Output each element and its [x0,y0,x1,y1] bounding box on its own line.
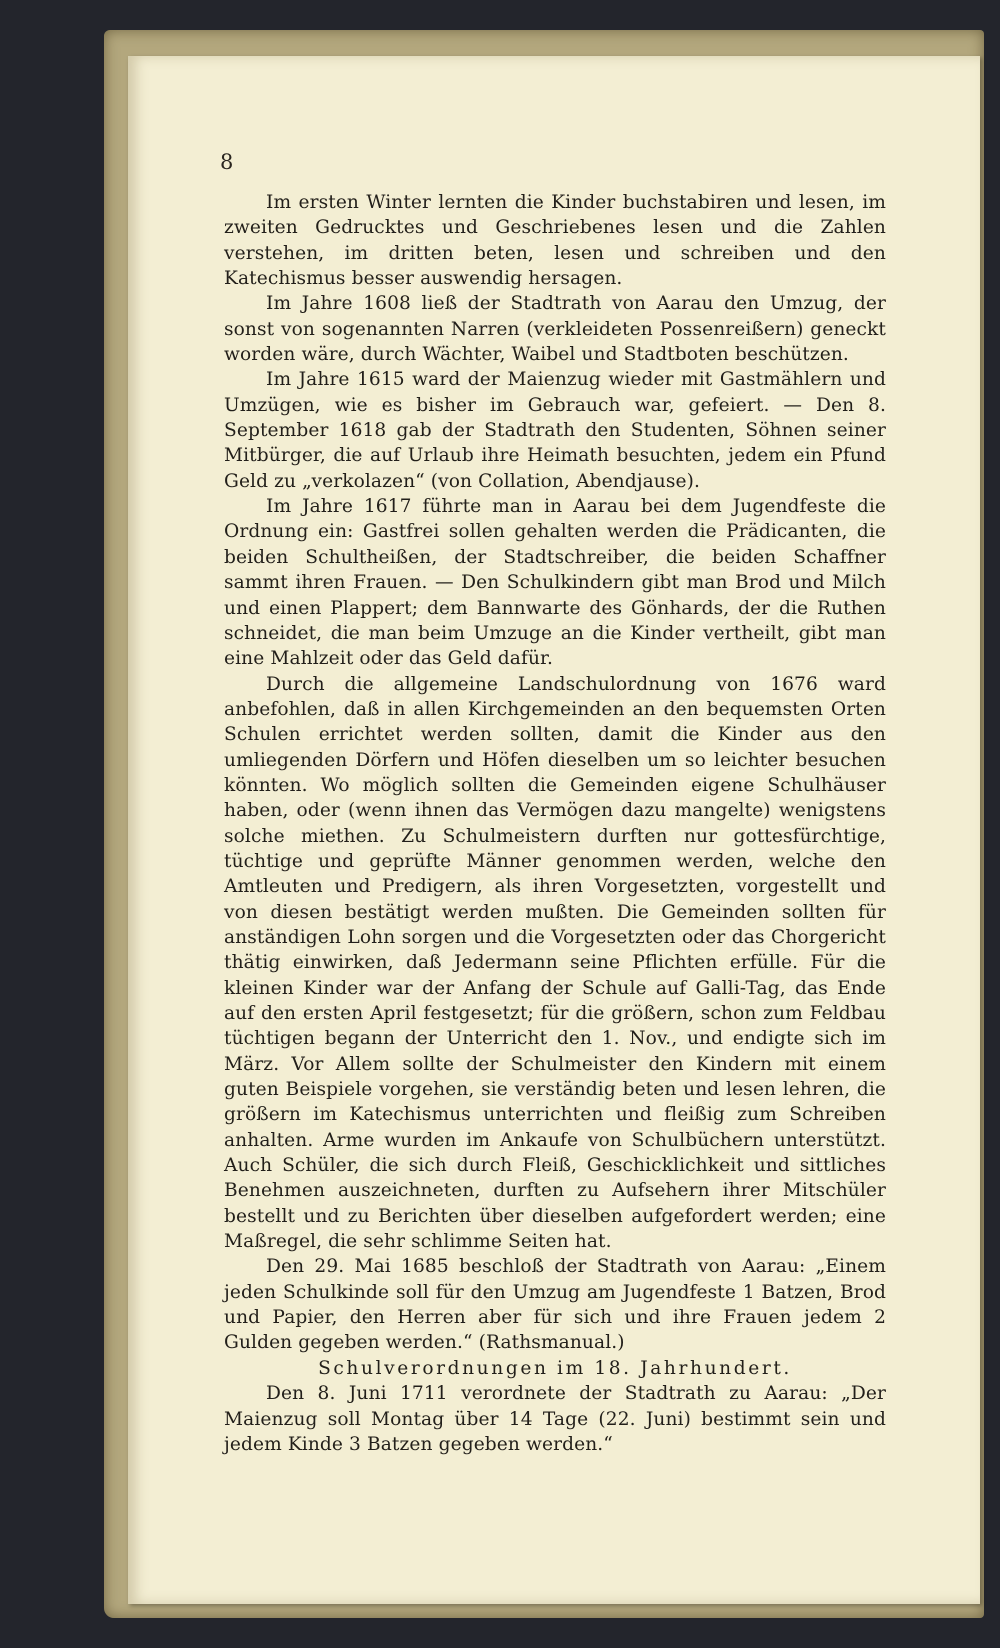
book-page [128,56,980,1604]
paragraph-1: Im ersten Winter lernten die Kinder buchstabiren und lesen, im zweiten Gedrucktes und Geschriebenes lesen und die Zahlen verstehen, im dritten beten, lesen und schreiben und den Katechismus besser auswendig hersagen. [224,192,886,290]
paragraph-4: Im Jahre 1617 führte man in Aarau bei dem Jugendfeste die Ordnung ein: Gastfrei sollen gehalten werden die Prädicanten, die beiden Schultheißen, der Stadtschreiber, die beiden Schaffner sammt ihren Frauen. — Den Schulkindern gibt man Brod und Milch und einen Plappert; dem Bannwarte des Gönhards, der die Ruthen schneidet, die man beim Umzuge an die Kinder vertheilt, gibt man eine Mahlzeit oder das Geld dafür. [224,496,886,670]
paragraph-7: Den 8. Juni 1711 verordnete der Stadtrath zu Aarau: „Der Maienzug soll Montag über 14 Tage (22. Juni) bestimmt sein und jedem Kinde 3 Batzen gegeben werden.“ [224,1383,886,1455]
paragraph-5: Durch die allgemeine Landschulordnung von 1676 ward anbefohlen, daß in allen Kirchgemeinden an den bequemsten Orten Schulen errichtet werden sollten, damit die Kinder aus den umliegenden Dörfern und Höfen dieselben um so leichter besuchen könnten. Wo möglich sollten die Gemeinden eigene Schulhäuser haben, oder (wenn ihnen das Vermögen dazu mangelte) wenigstens solche miethen. Zu Schulmeistern durften nur gottesfürchtige, tüchtige und geprüfte Männer genommen werden, welche den Amtleuten und Predigern, als ihren Vorgesetzten, vorgestellt und von diesen bestätigt werden mußten. Die Gemeinden sollten für anständigen Lohn sorgen und die Vorgesetzten oder das Chorgericht thätig einwirken, daß Jedermann seine Pflichten erfülle. Für die kleinen Kinder war der Anfang der Schule auf Galli-Tag, das Ende auf den ersten April festgesetzt; für die größern, schon zum Feldbau tüchtigen begann der Unterricht den 1. Nov., und endigte sich im März. Vor Allem sollte der Schulmeister den Kindern mit einem guten Beispiele vorgehen, sie verständig beten und lesen lehren, die größern im Katechismus unterrichten und fleißig zum Schreiben anhalten. Arme wurden im Ankaufe von Schulbüchern unterstützt. Auch Schüler, die sich durch Fleiß, Geschicklichkeit und sittliches Benehmen auszeichneten, durften zu Aufsehern ihrer Mitschüler bestellt und zu Berichten über dieselben aufgefordert werden; eine Maßregel, die sehr schlimme Seiten hat. [224,673,886,1253]
body-text [224,190,886,1457]
page-number: 8 [220,150,234,174]
section-heading: Schulverordnungen im 18. Jahrhundert. [318,1357,792,1379]
paragraph-2: Im Jahre 1608 ließ der Stadtrath von Aarau den Umzug, der sonst von sogenannten Narren (verkleideten Possenreißern) geneckt worden wäre, durch Wächter, Waibel und Stadtboten beschützen. [224,293,886,366]
paragraph-6: Den 29. Mai 1685 beschloß der Stadtrath von Aarau: „Einem jeden Schulkinde soll für den Umzug am Jugendfeste 1 Batzen, Brod und Papier, den Herren aber für sich und ihre Frauen jedem 2 Gulden gegeben werden.“ (Rathsmanual.) [224,1256,886,1354]
paragraph-3: Im Jahre 1615 ward der Maienzug wieder mit Gastmählern und Umzügen, wie es bisher im Gebrauch war, gefeiert. — Den 8. September 1618 gab der Stadtrath den Studenten, Söhnen seiner Mitbürger, die auf Urlaub ihre Heimath besuchten, jedem ein Pfund Geld zu „verkolazen“ (von Collation, Abendjause). [224,369,886,492]
